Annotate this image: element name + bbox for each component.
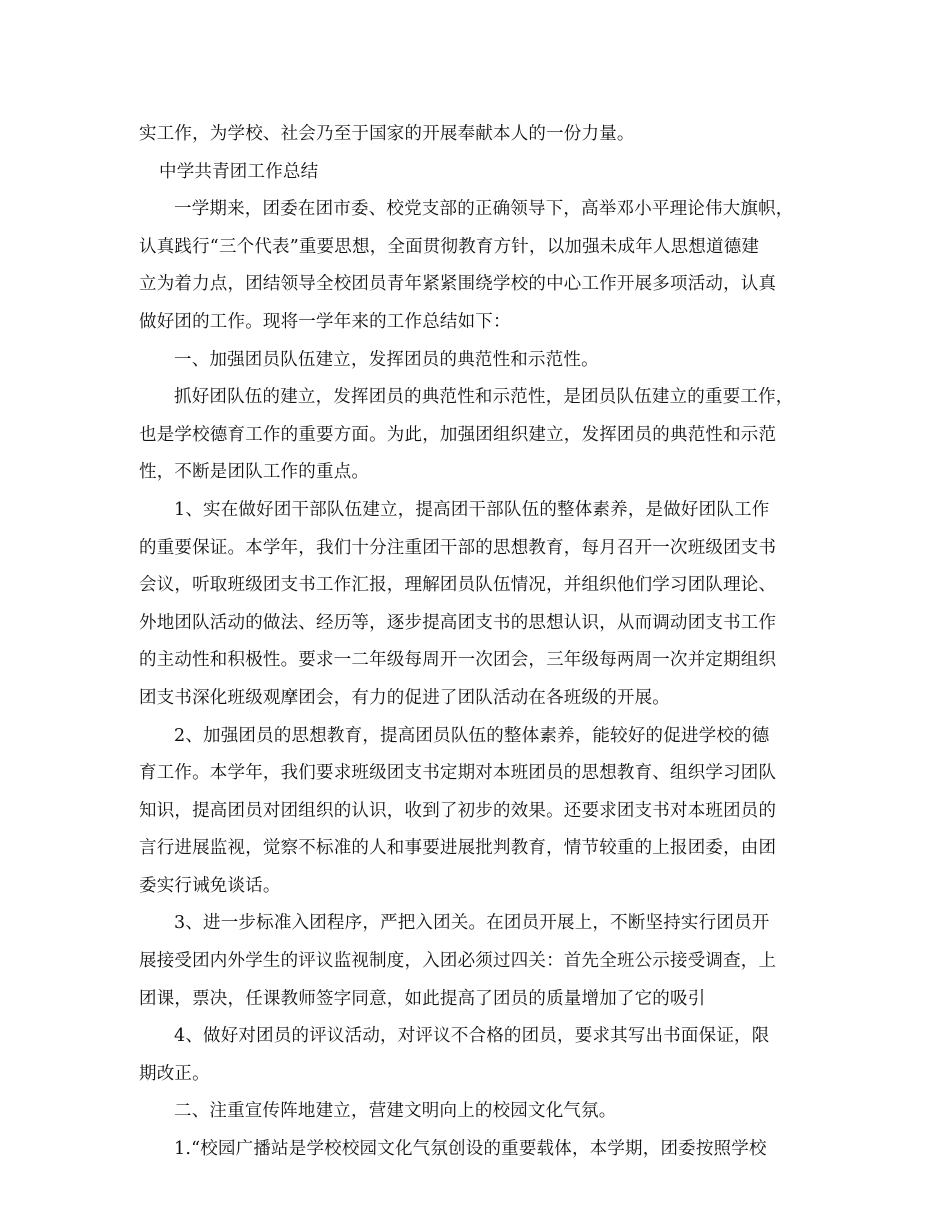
paragraph-line: 知识，提高团员对团组织的认识，收到了初步的效果。还要求团支书对本班团员的 <box>139 800 777 821</box>
paragraph-line: 外地团队活动的做法、经历等，逐步提高团支书的思想认识，从而调动团支书工作 <box>139 612 777 633</box>
paragraph-line: 团课，票决，任课教师签字同意，如此提高了团员的质量增加了它的吸引 <box>139 988 706 1009</box>
paragraph-line: 的主动性和积极性。要求一二年级每周开一次团会，三年级每两周一次并定期组织 <box>139 650 777 671</box>
paragraph-line: 做好团的工作。现将一学年来的工作总结如下： <box>139 311 511 332</box>
paragraph-line: 1.“校园广播站是学校校园文化气氛创设的重要载体，本学期，团委按照学校 <box>174 1139 767 1160</box>
section-heading: 中学共青团工作总结 <box>159 161 319 182</box>
paragraph-line: 期改正。 <box>139 1063 210 1084</box>
paragraph-line: 会议，听取班级团支书工作汇报，理解团员队伍情况，并组织他们学习团队理论、 <box>139 575 777 596</box>
paragraph-line: 抓好团队伍的建立，发挥团员的典范性和示范性，是团员队伍建立的重要工作， <box>174 387 794 408</box>
paragraph-line: 言行进展监视，觉察不标准的人和事要进展批判教育，情节较重的上报团委，由团 <box>139 838 777 859</box>
subheading-line: 二、注重宣传阵地建立，营建文明向上的校园文化气氛。 <box>174 1101 617 1122</box>
paragraph-line: 团支书深化班级观摩团会，有力的促进了团队活动在各班级的开展。 <box>139 687 670 708</box>
paragraph-line: 立为着力点，团结领导全校团员青年紧紧围绕学校的中心工作开展多项活动，认真 <box>139 274 777 295</box>
paragraph-line: 性，不断是团队工作的重点。 <box>139 462 370 483</box>
paragraph-line: 1、实在做好团干部队伍建立，提高团干部队伍的整体素养，是做好团队工作 <box>174 499 770 520</box>
paragraph-line: 实工作，为学校、社会乃至于国家的开展奉献本人的一份力量。 <box>139 124 635 144</box>
paragraph-line: 3、进一步标准入团程序，严把入团关。在团员开展上，不断坚持实行团员开 <box>174 913 770 934</box>
paragraph-line: 也是学校德育工作的重要方面。为此，加强团组织建立，发挥团员的典范性和示范 <box>139 424 777 445</box>
paragraph-line: 展接受团内外学生的评议监视制度，入团必须过四关：首先全班公示接受调查，上 <box>139 951 777 972</box>
paragraph-line: 育工作。本学年，我们要求班级团支书定期对本班团员的思想教育、组织学习团队 <box>139 763 777 784</box>
paragraph-line: 委实行诫免谈话。 <box>139 875 281 896</box>
paragraph-line: 一学期来，团委在团市委、校党支部的正确领导下，高举邓小平理论伟大旗帜， <box>174 199 794 220</box>
document-body <box>139 116 819 1169</box>
paragraph-line: 2、加强团员的思想教育，提高团员队伍的整体素养，能较好的促进学校的德 <box>174 725 770 746</box>
subheading-line: 一、加强团员队伍建立，发挥团员的典范性和示范性。 <box>174 349 599 370</box>
paragraph-line: 的重要保证。本学年，我们十分注重团干部的思想教育，每月召开一次班级团支书 <box>139 537 777 558</box>
paragraph-line: 4、做好对团员的评议活动，对评议不合格的团员，要求其写出书面保证，限 <box>174 1026 770 1047</box>
paragraph-line: 认真践行“三个代表”重要思想，全面贯彻教育方针，以加强未成年人思想道德建 <box>139 236 760 257</box>
